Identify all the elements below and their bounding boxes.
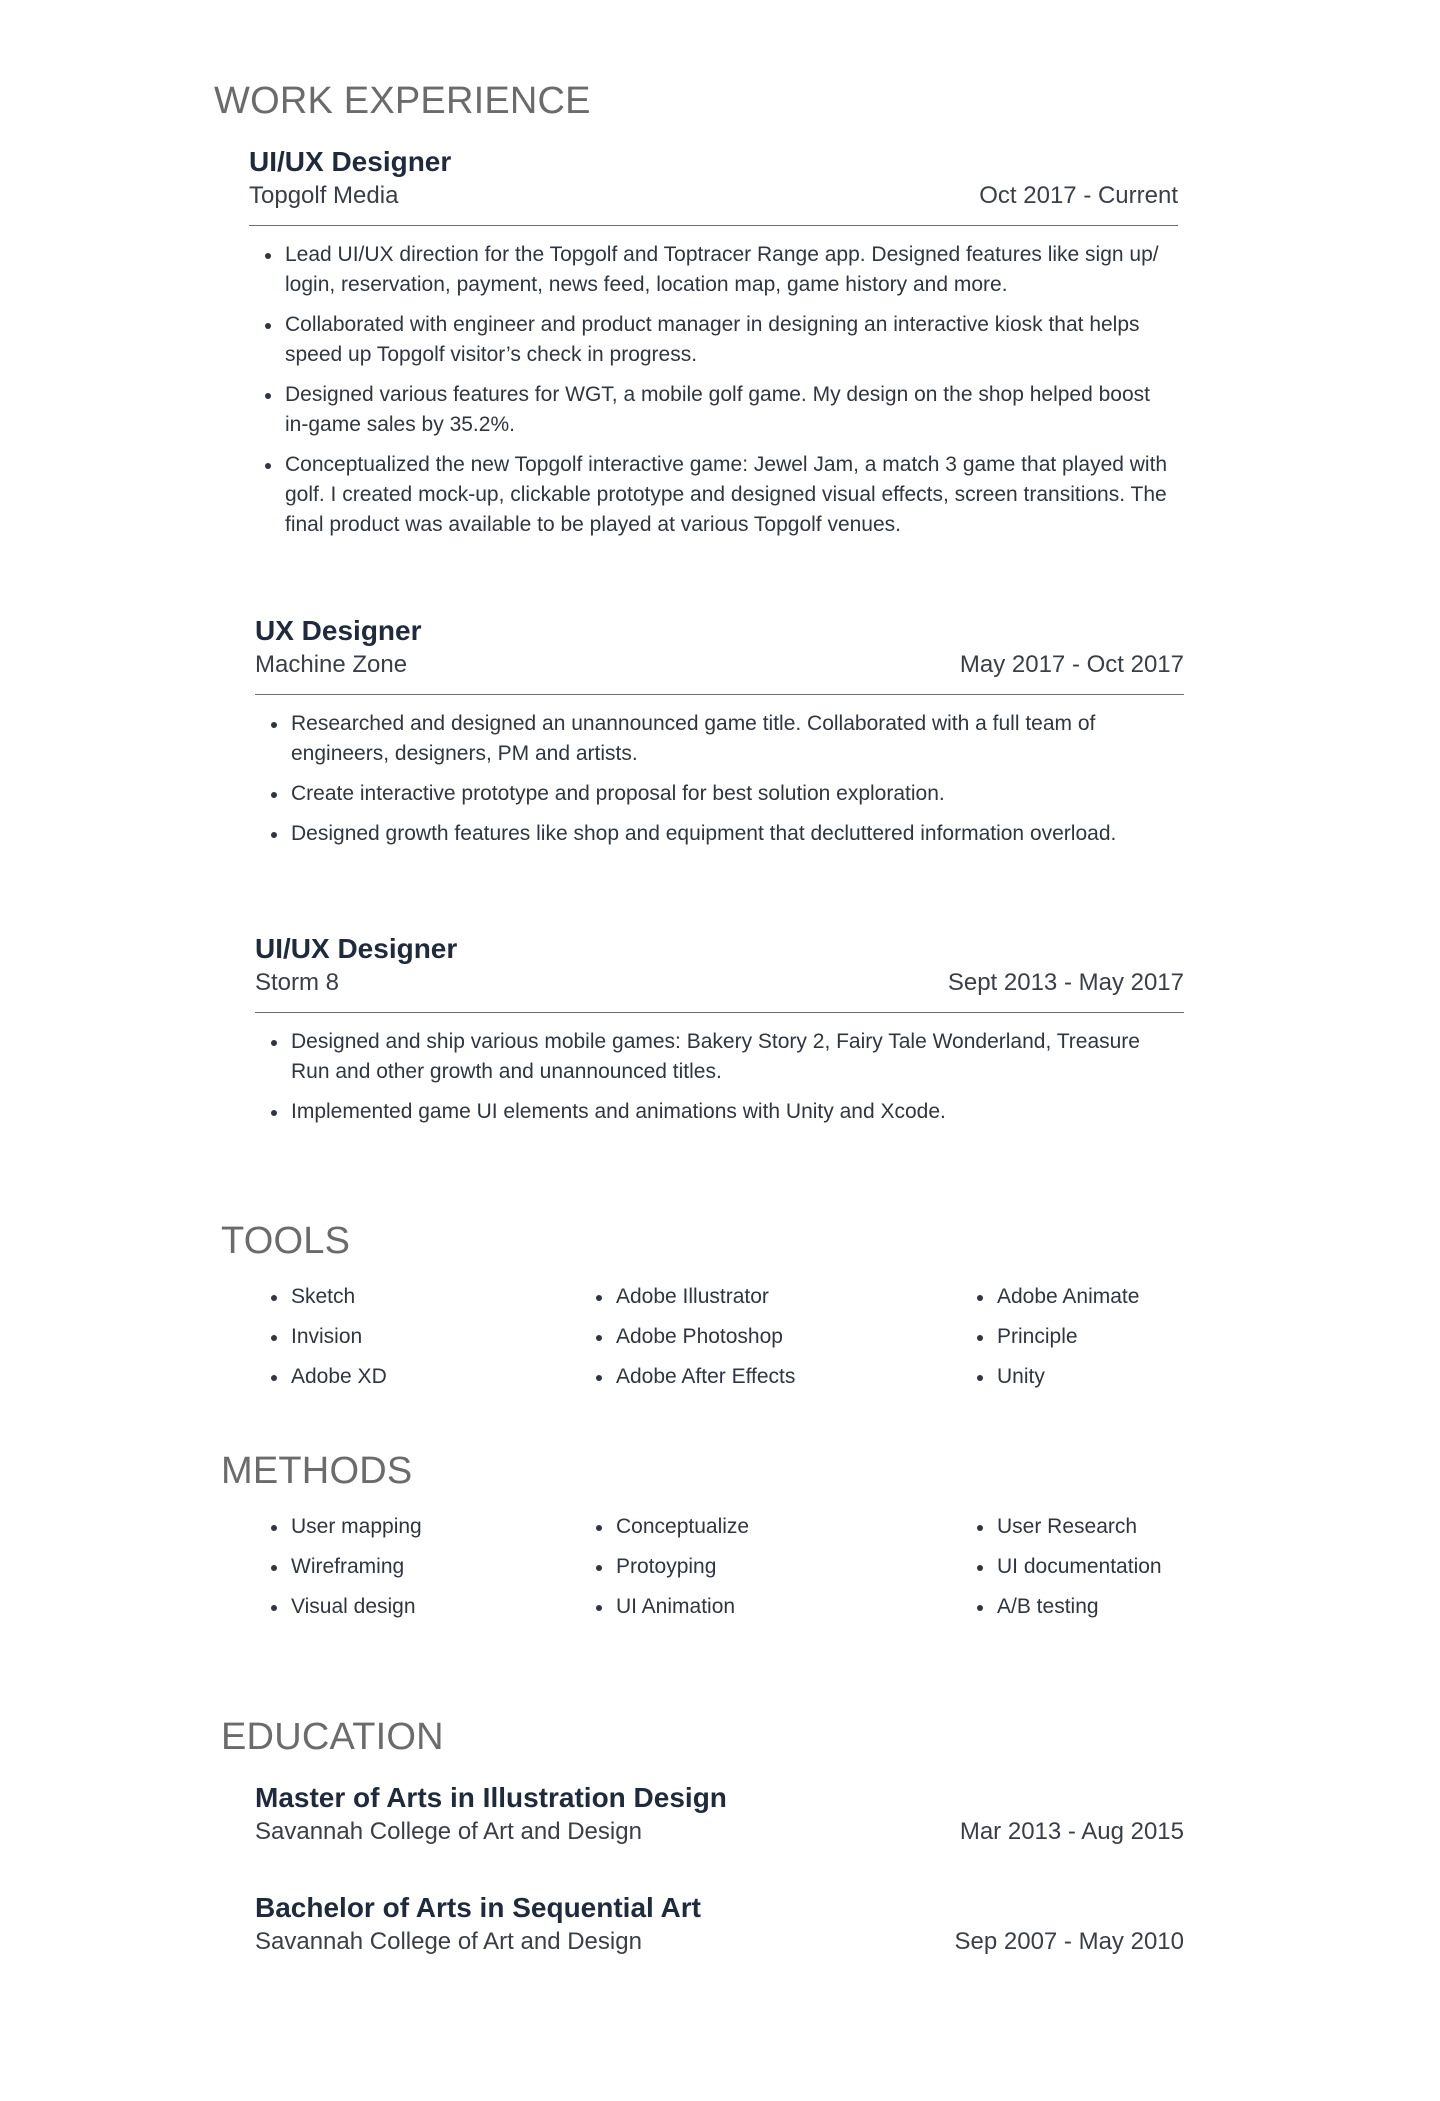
tools-heading: TOOLS: [221, 1220, 351, 1262]
method-item: User mapping: [263, 1512, 422, 1542]
job-bullets: [255, 1027, 1184, 1127]
tool-item: Sketch: [263, 1282, 355, 1312]
tool-item: Adobe After Effects: [588, 1362, 795, 1392]
divider: [255, 694, 1184, 695]
method-item: Conceptualize: [588, 1512, 749, 1542]
job-bullet: Designed growth features like shop and equipment that decluttered information overload.: [263, 819, 1184, 849]
education-heading: EDUCATION: [221, 1716, 444, 1758]
education-meta: [255, 1815, 1184, 1849]
method-item: UI Animation: [588, 1592, 735, 1622]
method-item: Wireframing: [263, 1552, 404, 1582]
job-bullet: Conceptualized the new Topgolf interactive game: Jewel Jam, a match 3 game that played with golf. I created mock-up, clickable prototype and designed visual effects, screen transitions. The final product was available to be played at various Topgolf venues.: [257, 450, 1178, 540]
method-item: Visual design: [263, 1592, 416, 1622]
tool-item: Adobe XD: [263, 1362, 387, 1392]
job-meta: [249, 179, 1178, 213]
tool-item: Unity: [969, 1362, 1045, 1392]
education-dates: Sep 2007 - May 2010: [954, 1928, 1184, 1955]
methods-heading: METHODS: [221, 1450, 413, 1492]
method-item: User Research: [969, 1512, 1137, 1542]
method-item: A/B testing: [969, 1592, 1099, 1622]
degree-title: Master of Arts in Illustration Design: [255, 1782, 727, 1813]
company-name: Machine Zone: [255, 651, 408, 678]
job-bullet: Collaborated with engineer and product manager in designing an interactive kiosk that helps speed up Topgolf visitor’s check in progress.: [257, 310, 1178, 370]
job-title: UI/UX Designer: [255, 933, 458, 964]
tool-item: Adobe Illustrator: [588, 1282, 769, 1312]
company-name: Storm 8: [255, 969, 340, 996]
job-bullets: [255, 709, 1184, 849]
job-bullet: Create interactive prototype and proposal for best solution exploration.: [263, 779, 1184, 809]
job-dates: May 2017 - Oct 2017: [959, 651, 1184, 678]
work-experience-heading: WORK EXPERIENCE: [214, 80, 591, 122]
education-dates: Mar 2013 - Aug 2015: [959, 1818, 1184, 1845]
method-item: Protoyping: [588, 1552, 716, 1582]
divider: [249, 225, 1178, 226]
job-bullet: Researched and designed an unannounced game title. Collaborated with a full team of engineers, designers, PM and artists.: [263, 709, 1184, 769]
job-bullet: Designed various features for WGT, a mobile golf game. My design on the shop helped boost in-game sales by 35.2%.: [257, 380, 1178, 440]
method-item: UI documentation: [969, 1552, 1162, 1582]
job-entry: [249, 145, 1178, 550]
school-name: Savannah College of Art and Design: [255, 1928, 642, 1955]
job-meta: [255, 648, 1184, 682]
job-dates: Sept 2013 - May 2017: [947, 969, 1184, 996]
education-meta: [255, 1925, 1184, 1959]
tool-item: Principle: [969, 1322, 1078, 1352]
school-name: Savannah College of Art and Design: [255, 1818, 642, 1845]
education-entry: [255, 1891, 1184, 1959]
education-entry: [255, 1781, 1184, 1849]
tool-item: Invision: [263, 1322, 362, 1352]
job-bullet: Designed and ship various mobile games: Bakery Story 2, Fairy Tale Wonderland, Treasure Run and other growth and unannounced titles.: [263, 1027, 1184, 1087]
tool-item: Adobe Photoshop: [588, 1322, 783, 1352]
tool-item: Adobe Animate: [969, 1282, 1139, 1312]
job-meta: [255, 966, 1184, 1000]
degree-title: Bachelor of Arts in Sequential Art: [255, 1892, 701, 1923]
divider: [255, 1012, 1184, 1013]
job-title: UI/UX Designer: [249, 146, 452, 177]
job-entry: [255, 614, 1184, 859]
job-dates: Oct 2017 - Current: [979, 182, 1178, 209]
company-name: Topgolf Media: [249, 182, 399, 209]
job-bullet: Implemented game UI elements and animations with Unity and Xcode.: [263, 1097, 1184, 1127]
job-entry: [255, 932, 1184, 1137]
job-title: UX Designer: [255, 615, 422, 646]
job-bullets: [249, 240, 1178, 540]
job-bullet: Lead UI/UX direction for the Topgolf and Toptracer Range app. Designed features like sign up/ login, reservation, payment, news feed, location map, game history and more.: [257, 240, 1178, 300]
